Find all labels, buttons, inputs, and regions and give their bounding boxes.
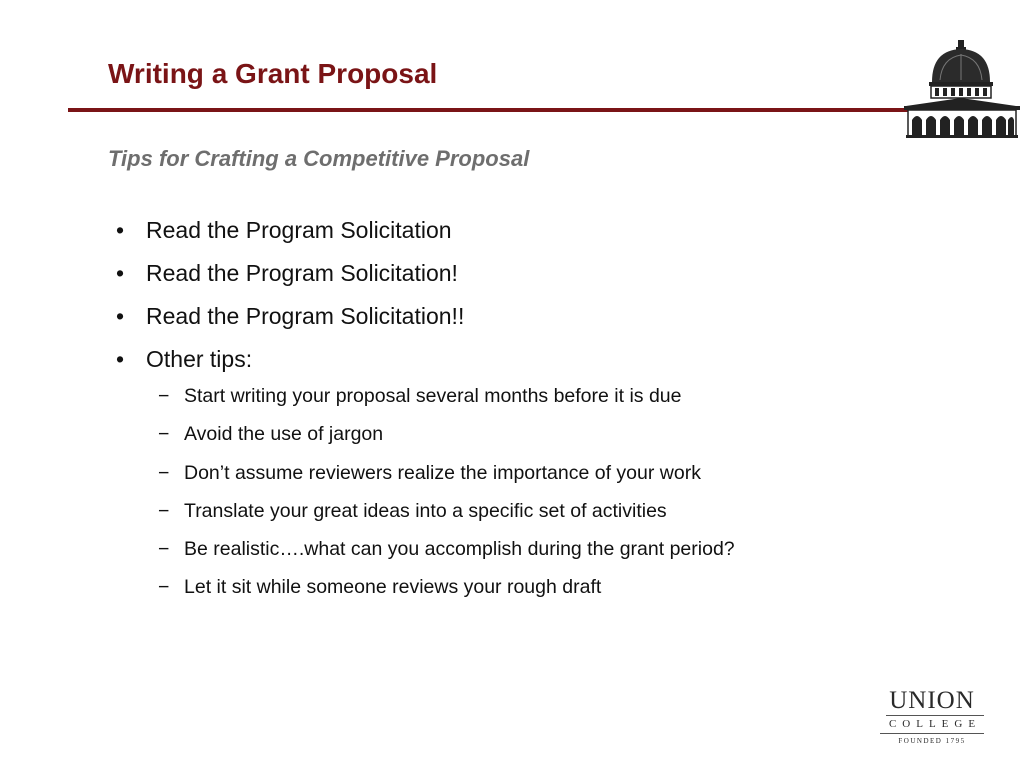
slide-subtitle: Tips for Crafting a Competitive Proposal xyxy=(108,146,530,171)
slide-title: Writing a Grant Proposal xyxy=(108,58,438,89)
sub-bullet-text: Avoid the use of jargon xyxy=(184,423,384,446)
dash-marker: − xyxy=(158,385,170,407)
list-item xyxy=(116,253,464,296)
dash-marker: − xyxy=(158,499,170,522)
list-item xyxy=(158,415,735,453)
bullet-marker: • xyxy=(116,260,125,286)
college-dome-icon xyxy=(902,40,1024,138)
dash-marker: − xyxy=(158,423,170,446)
logo-name: UNION xyxy=(889,687,975,714)
list-item xyxy=(158,530,735,568)
bullet-text: Other tips: xyxy=(146,346,253,372)
title-divider xyxy=(68,108,908,112)
sub-bullet-text: Let it sit while someone reviews your rough draft xyxy=(184,576,602,599)
logo-founded: FOUNDED 1795 xyxy=(880,733,984,748)
sub-bullet-text: Don’t assume reviewers realize the importance of your work xyxy=(184,461,701,484)
main-bullet-list xyxy=(116,210,464,382)
list-item xyxy=(158,492,735,530)
sub-bullet-list xyxy=(158,377,735,607)
list-item xyxy=(116,339,464,382)
dash-marker: − xyxy=(158,538,170,561)
list-item xyxy=(158,568,735,606)
sub-bullet-text: Translate your great ideas into a specific set of activities xyxy=(184,499,667,522)
union-college-logo xyxy=(880,688,984,748)
bullet-marker: • xyxy=(116,346,125,372)
sub-bullet-text: Be realistic….what can you accomplish during the grant period? xyxy=(184,538,735,561)
sub-bullet-text: Start writing your proposal several months before it is due xyxy=(184,385,682,407)
bullet-text: Read the Program Solicitation!! xyxy=(146,303,465,329)
bullet-marker: • xyxy=(116,217,125,243)
logo-sub: COLLEGE xyxy=(886,715,984,731)
bullet-text: Read the Program Solicitation xyxy=(146,217,452,243)
dash-marker: − xyxy=(158,576,170,599)
bullet-marker: • xyxy=(116,303,125,329)
list-item xyxy=(116,210,464,253)
list-item xyxy=(116,296,464,339)
list-item xyxy=(158,377,735,415)
dash-marker: − xyxy=(158,461,170,484)
bullet-text: Read the Program Solicitation! xyxy=(146,260,458,286)
list-item xyxy=(158,454,735,492)
